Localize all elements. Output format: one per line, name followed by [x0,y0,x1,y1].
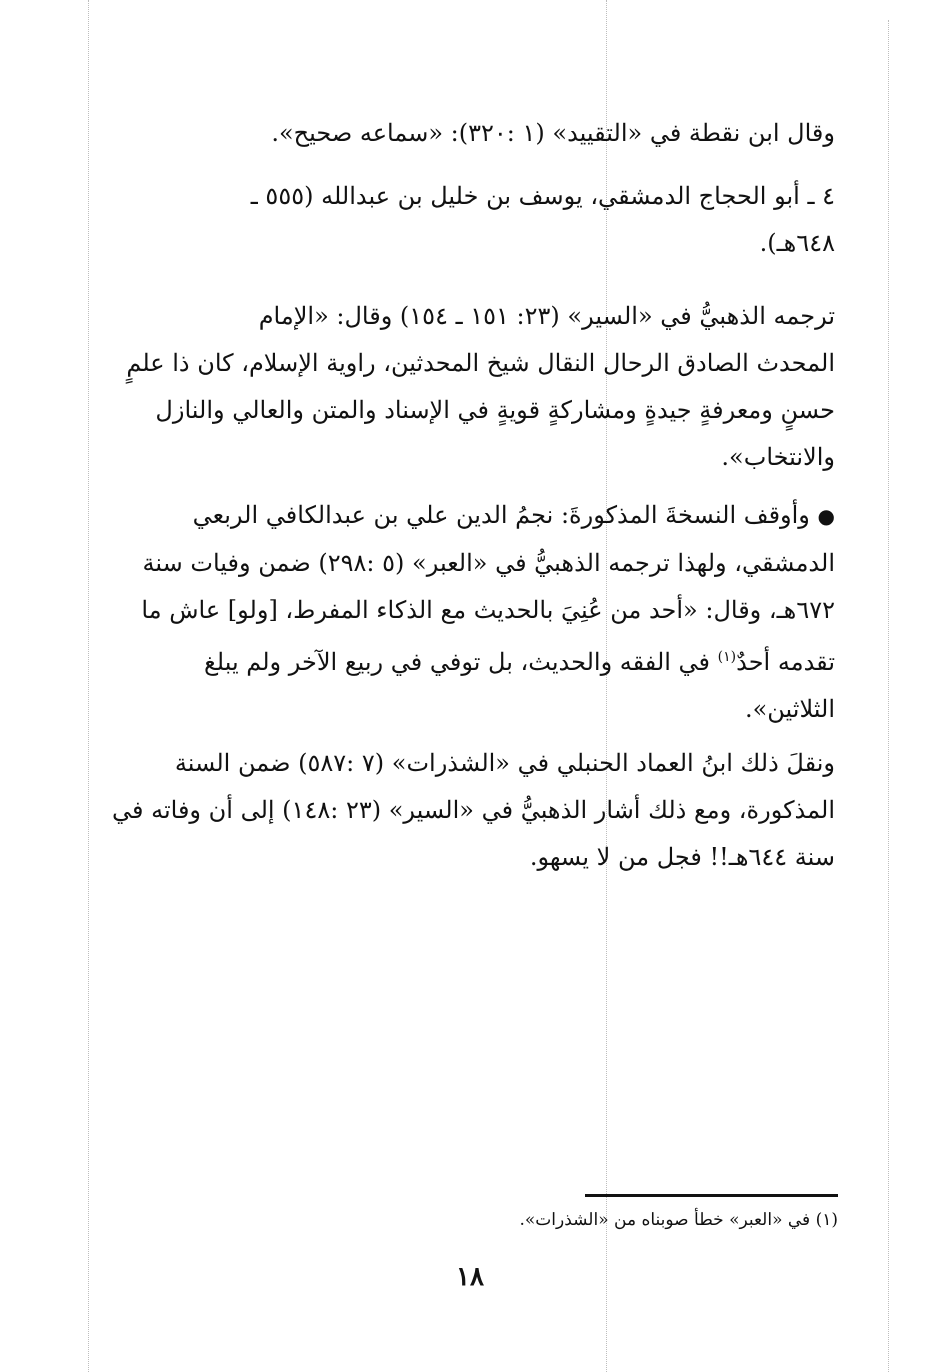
footnote-marker: (١) [717,649,737,665]
bullet-icon: ● [817,504,835,528]
paragraph-ibn-al-imad-note: ونقلَ ذلك ابنُ العماد الحنبلي في «الشذرات» (٧ :٥٨٧) ضمن السنة المذكورة، ومع ذلك أشار الذهبيُّ في «السير» (٢٣ :١٤٨) إلى أن وفاته في سنة ٦٤٤هـ!! فجل من لا يسهو. [111,749,835,871]
footnote-divider [585,1194,838,1197]
scan-dotted-guide [888,20,889,1372]
footnote: (١) في «العبر» خطأ صوبناه من «الشذرات». [519,1210,838,1230]
paragraph-dhahabi-biography: ترجمه الذهبيُّ في «السير» (٢٣: ١٥١ ـ ١٥٤) وقال: «الإمام المحدث الصادق الرحال النقال شيخ المحدثين، راوية الإسلام، كان ذا علمٍ حسنٍ ومعرفةٍ جيدةٍ ومشاركةٍ قويةٍ في الإسناد والمتن والعالي والنازل والانتخاب». [126,302,835,471]
paragraph-manuscript-endowment: ● وأوقف النسخةَ المذكورةَ: نجمُ الدين علي بن عبدالكافي الربعي الدمشقي، ولهذا ترجمه الذهبيُّ في «العبر» (٥ :٢٩٨) ضمن وفيات سنة ٦٧٢هـ، وقال: «أحد من عُنِيَ بالحديث مع الذكاء المفرط، [ولو] عاش ما تقدمه أحدٌ$^{(١)}$ في الفقه والحديث، بل توفي في ربيع الآخر ولم يبلغ الثلاثين». [141,501,835,723]
paragraph-ibn-nuqta-quote: وقال ابن نقطة في «التقييد» (١ :٣٢٠): «سماعه صحيح». [271,119,835,147]
paragraph-entry-4-heading: ٤ ـ أبو الحجاج الدمشقي، يوسف بن خليل بن عبدالله (٥٥٥ ـ ٦٤٨هـ). [250,182,835,257]
page-number: ١٨ [456,1262,484,1292]
